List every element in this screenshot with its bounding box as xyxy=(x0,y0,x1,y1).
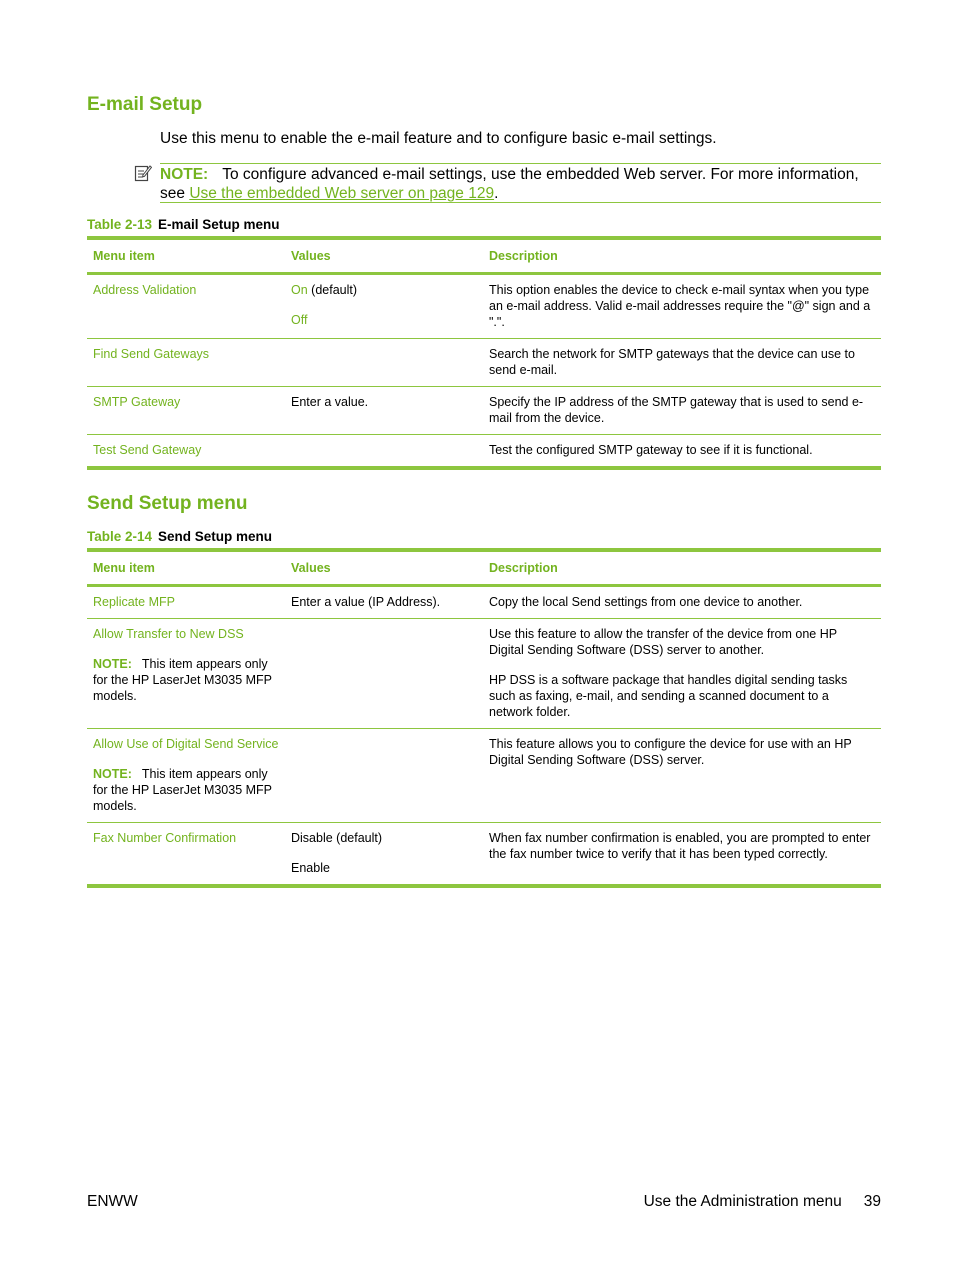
col-description: Description xyxy=(483,238,881,274)
description-cell: When fax number confirmation is enabled, you are prompted to enter the fax number twice to verify that it has been typed correctly. xyxy=(483,823,881,887)
col-values: Values xyxy=(285,550,483,586)
col-menu-item: Menu item xyxy=(87,550,285,586)
description-cell: Test the configured SMTP gateway to see if it is functional. xyxy=(483,435,881,469)
value-enable: Enable xyxy=(291,861,330,875)
menu-item-smtp-gateway[interactable]: SMTP Gateway xyxy=(87,387,285,435)
description-paragraph: Use this feature to allow the transfer of the device from one HP Digital Sending Software (DSS) server to another. xyxy=(489,627,837,657)
description-cell: This option enables the device to check e-mail syntax when you type an e-mail address. Valid e-mail addresses require the "@" sign and a ".". xyxy=(483,274,881,339)
value-on[interactable]: On xyxy=(291,283,308,297)
table-2-14-caption xyxy=(87,529,272,544)
col-description: Description xyxy=(483,550,881,586)
note-text-end: . xyxy=(494,185,499,202)
values-cell xyxy=(285,619,483,729)
menu-item-address-validation[interactable]: Address Validation xyxy=(87,274,285,339)
menu-item-allow-use-of-digital-send-service[interactable]: Allow Use of Digital Send Service xyxy=(93,737,279,751)
table-row xyxy=(87,387,881,435)
table-row xyxy=(87,619,881,729)
values-cell xyxy=(285,729,483,823)
values-cell xyxy=(285,435,483,469)
description-cell: Copy the local Send settings from one device to another. xyxy=(483,586,881,619)
footer-left: ENWW xyxy=(87,1193,138,1210)
note-label: NOTE: xyxy=(93,657,132,671)
table-row xyxy=(87,274,881,339)
values-cell xyxy=(285,823,483,887)
table-row xyxy=(87,586,881,619)
value-default: (default) xyxy=(307,283,358,297)
footer-section-title: Use the Administration menu xyxy=(643,1193,842,1210)
description-cell: Specify the IP address of the SMTP gateway that is used to send e-mail from the device. xyxy=(483,387,881,435)
email-setup-table xyxy=(87,236,881,470)
table-row xyxy=(87,435,881,469)
note-label: NOTE: xyxy=(93,767,132,781)
note-label: NOTE: xyxy=(160,166,209,183)
menu-item-cell xyxy=(87,619,285,729)
description-cell xyxy=(483,619,881,729)
page-number: 39 xyxy=(863,1193,881,1210)
value-off[interactable]: Off xyxy=(291,313,308,327)
menu-item-find-send-gateways[interactable]: Find Send Gateways xyxy=(87,339,285,387)
send-setup-table xyxy=(87,548,881,888)
send-setup-heading: Send Setup menu xyxy=(87,493,248,514)
table-header-row xyxy=(87,238,881,274)
email-note xyxy=(160,163,881,203)
email-setup-heading: E-mail Setup xyxy=(87,94,203,115)
table-2-13-caption xyxy=(87,217,280,232)
note-text: This item appears only for the HP LaserJet M3035 MFP models. xyxy=(93,657,272,703)
email-setup-intro: Use this menu to enable the e-mail feature and to configure basic e-mail settings. xyxy=(160,130,717,147)
description-paragraph: HP DSS is a software package that handles digital sending tasks such as faxing, e-mail, and sending a scanned document to a network folder. xyxy=(489,673,848,719)
footer-right xyxy=(644,1193,881,1211)
table-header-row xyxy=(87,550,881,586)
table-row xyxy=(87,339,881,387)
table-row xyxy=(87,729,881,823)
col-values: Values xyxy=(285,238,483,274)
menu-item-test-send-gateway[interactable]: Test Send Gateway xyxy=(87,435,285,469)
table-title: E-mail Setup menu xyxy=(158,217,280,232)
note-text: To configure advanced e-mail settings, use the embedded Web server. For more information, see xyxy=(160,166,859,202)
note-text: This item appears only for the HP LaserJet M3035 MFP models. xyxy=(93,767,272,813)
description-cell: Search the network for SMTP gateways that the device can use to send e-mail. xyxy=(483,339,881,387)
menu-item-fax-number-confirmation[interactable]: Fax Number Confirmation xyxy=(87,823,285,887)
table-number: Table 2-14 xyxy=(87,529,153,544)
note-icon xyxy=(134,164,152,182)
embedded-web-server-link[interactable]: Use the embedded Web server on page 129 xyxy=(189,185,495,202)
table-row xyxy=(87,823,881,887)
values-cell xyxy=(285,339,483,387)
menu-item-replicate-mfp[interactable]: Replicate MFP xyxy=(87,586,285,619)
values-cell: Enter a value (IP Address). xyxy=(285,586,483,619)
description-cell: This feature allows you to configure the device for use with an HP Digital Sending Software (DSS) server. xyxy=(483,729,881,823)
value-disable: Disable (default) xyxy=(291,831,383,845)
values-cell: Enter a value. xyxy=(285,387,483,435)
menu-item-allow-transfer-to-new-dss[interactable]: Allow Transfer to New DSS xyxy=(93,627,244,641)
table-number: Table 2-13 xyxy=(87,217,153,232)
col-menu-item: Menu item xyxy=(87,238,285,274)
values-cell xyxy=(285,274,483,339)
menu-item-cell xyxy=(87,729,285,823)
table-title: Send Setup menu xyxy=(158,529,273,544)
